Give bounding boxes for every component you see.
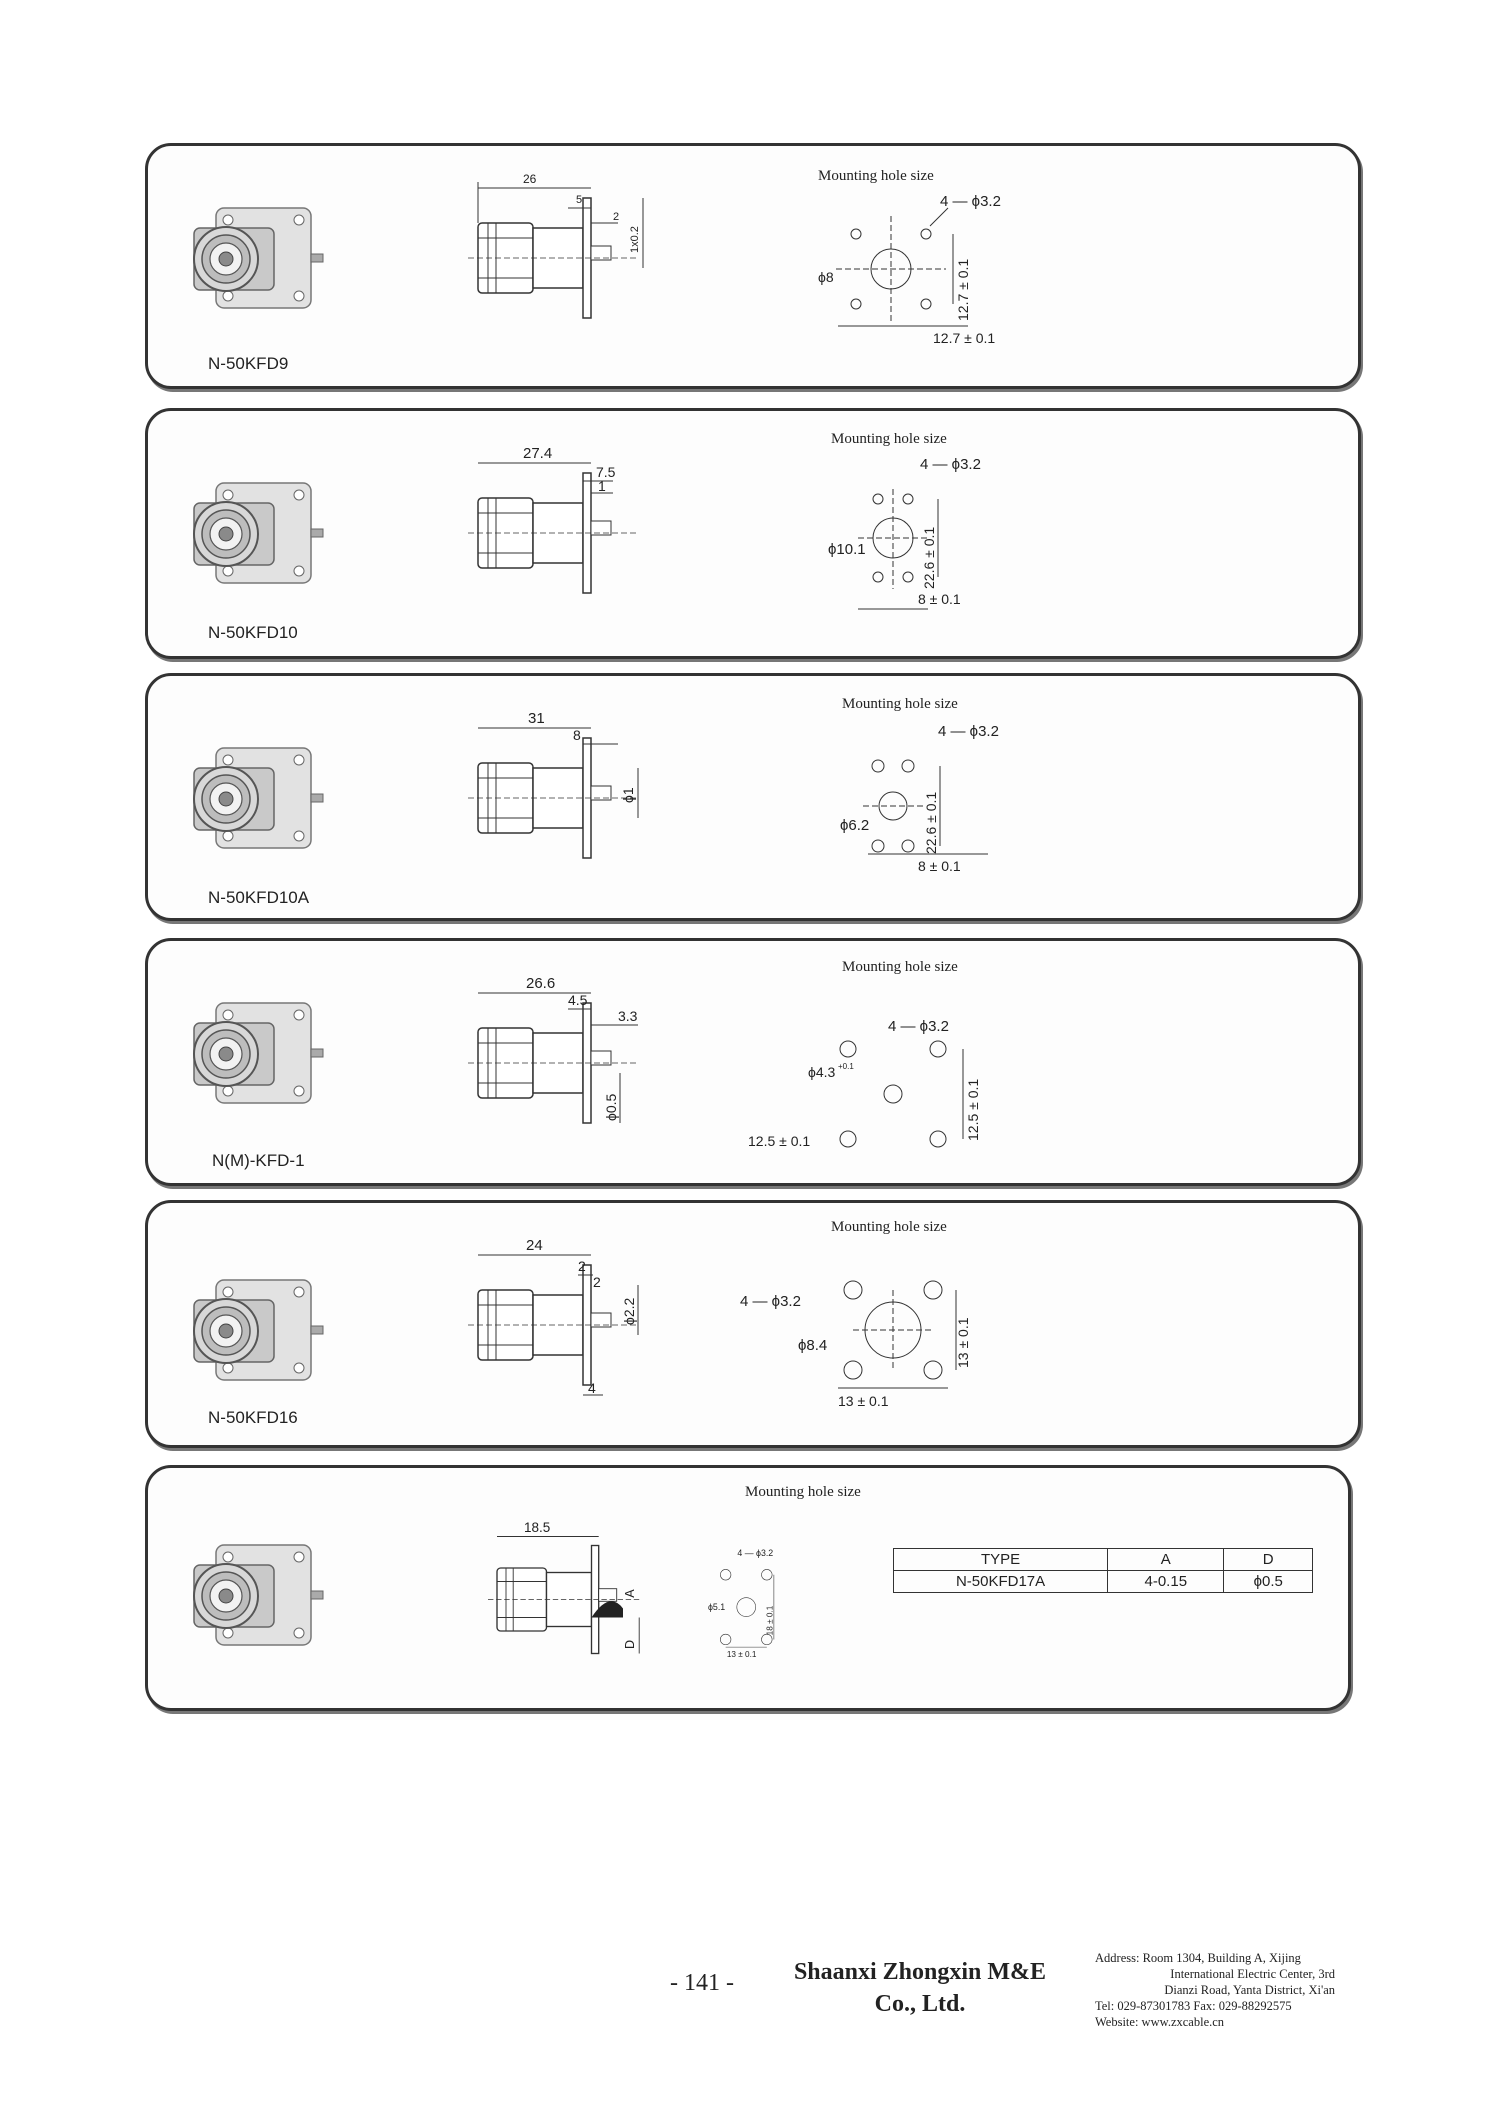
mounting-hole-diagram — [748, 981, 1088, 1181]
mounting-hole-title: Mounting hole size — [831, 1219, 947, 1235]
hole-count-label: 4 — ϕ3.2 — [938, 723, 999, 740]
address-line: Tel: 029-87301783 Fax: 029-88292575 — [1095, 1999, 1292, 2013]
dim-label: 26.6 — [526, 975, 556, 992]
h-spacing-label: 8 ± 0.1 — [918, 858, 961, 874]
dim-label: 2 — [578, 1258, 586, 1274]
type-table-header-row — [894, 1549, 1313, 1571]
type-table-row — [894, 1571, 1313, 1593]
address-line: Website: www.zxcable.cn — [1095, 2015, 1225, 2029]
center-hole-label: ϕ10.1 — [828, 541, 866, 558]
center-hole-label: ϕ8 — [818, 269, 834, 285]
mounting-hole-diagram — [728, 1238, 1068, 1438]
product-panel-n-m-kfd-1 — [145, 938, 1361, 1186]
hole-count-label: 4 — ϕ3.2 — [940, 193, 1001, 210]
dim-label: A — [622, 1589, 637, 1598]
mounting-hole-title: Mounting hole size — [842, 696, 958, 712]
dim-label: 4.5 — [568, 992, 588, 1008]
v-spacing-label: 13 ± 0.1 — [955, 1317, 971, 1368]
dim-label: 31 — [528, 710, 545, 727]
h-spacing-label: 13 ± 0.1 — [726, 1650, 757, 1660]
mounting-hole-diagram — [808, 186, 1148, 386]
type-table-cell: 4-0.15 — [1108, 1571, 1224, 1593]
h-spacing-label: 12.7 ± 0.1 — [933, 330, 996, 346]
product-name: N-50KFD16 — [208, 1408, 298, 1427]
v-spacing-label: 12.5 ± 0.1 — [965, 1078, 981, 1141]
type-table-header: A — [1108, 1549, 1224, 1571]
product-name: N-50KFD10A — [208, 888, 310, 907]
dim-label: ϕ2.2 — [621, 1297, 637, 1325]
center-hole-label: ϕ8.4 — [798, 1337, 828, 1354]
company-address — [1095, 1950, 1335, 2030]
h-spacing-label: 12.5 ± 0.1 — [748, 1133, 811, 1149]
product-panel-n-50kfd9 — [145, 143, 1361, 389]
connector-photo — [186, 1258, 326, 1398]
address-line: Address: Room 1304, Building A, Xijing — [1095, 1951, 1301, 1965]
mounting-hole-title: Mounting hole size — [745, 1484, 861, 1500]
dim-label: 2 — [613, 211, 620, 223]
company-name-line: Co., Ltd. — [874, 1991, 966, 2017]
connector-photo — [186, 726, 326, 866]
mounting-hole-title: Mounting hole size — [842, 959, 958, 975]
dim-label: 26 — [523, 172, 537, 186]
v-spacing-label: 12.7 ± 0.1 — [955, 258, 971, 321]
product-name: N-50KFD10 — [208, 623, 298, 642]
address-line: Dianzi Road, Yanta District, Xi'an — [1164, 1983, 1335, 1997]
mounting-hole-title: Mounting hole size — [818, 168, 934, 184]
company-name-line: Shaanxi Zhongxin M&E — [793, 1959, 1047, 1985]
center-hole-label: ϕ4.3 — [808, 1064, 836, 1080]
dim-label: 3.3 — [618, 1008, 638, 1024]
mounting-hole-diagram — [708, 1503, 908, 1703]
connector-photo — [186, 461, 326, 601]
product-panel-n-50kfd10a — [145, 673, 1361, 921]
side-view-drawing — [468, 698, 668, 888]
type-table-header: TYPE — [894, 1549, 1108, 1571]
company-name — [770, 1956, 1070, 2020]
hole-count-label: 4 — ϕ3.2 — [737, 1547, 774, 1558]
dim-label: ϕ0.5 — [603, 1093, 619, 1121]
center-hole-label: ϕ5.1 — [708, 1602, 726, 1613]
product-panel-n-50kfd16 — [145, 1200, 1361, 1448]
dim-label: 7.5 — [596, 464, 616, 480]
dim-label: 2 — [593, 1274, 601, 1290]
h-spacing-label: 8 ± 0.1 — [918, 591, 961, 607]
product-name: N(M)-KFD-1 — [212, 1151, 305, 1170]
hole-count-label: 4 — ϕ3.2 — [740, 1293, 801, 1310]
mounting-hole-diagram — [818, 449, 1158, 649]
type-table-header: D — [1224, 1549, 1313, 1571]
page-number: - 141 - — [670, 1970, 734, 1996]
product-name: N-50KFD9 — [208, 354, 289, 373]
dim-label: 1 — [598, 478, 606, 494]
dim-label: 8 — [573, 727, 581, 743]
type-table-cell: ϕ0.5 — [1224, 1571, 1313, 1593]
connector-photo — [186, 981, 326, 1121]
dim-label: 18.5 — [524, 1520, 551, 1535]
hole-count-label: 4 — ϕ3.2 — [920, 456, 981, 473]
connector-photo — [186, 186, 326, 326]
side-view-drawing — [468, 168, 668, 338]
type-table-cell: N-50KFD17A — [894, 1571, 1108, 1593]
address-line: International Electric Center, 3rd — [1170, 1967, 1335, 1981]
v-spacing-label: 22.6 ± 0.1 — [923, 791, 939, 854]
mounting-hole-title: Mounting hole size — [831, 431, 947, 447]
dim-label: 1x0.2 — [629, 226, 641, 253]
product-panel-n-50kfd17a — [145, 1465, 1351, 1711]
product-panel-n-50kfd10 — [145, 408, 1361, 659]
dim-label: 4 — [588, 1380, 596, 1396]
v-spacing-label: 22.6 ± 0.1 — [921, 526, 937, 589]
connector-photo — [186, 1523, 326, 1663]
side-view-drawing — [468, 433, 668, 623]
h-spacing-label: 13 ± 0.1 — [838, 1393, 889, 1409]
dim-label: D — [622, 1639, 637, 1649]
dim-label: 27.4 — [523, 445, 553, 462]
type-table — [893, 1548, 1313, 1593]
dim-label: 24 — [526, 1237, 543, 1254]
hole-count-label: 4 — ϕ3.2 — [888, 1018, 949, 1035]
side-view-drawing — [468, 963, 668, 1153]
side-view-drawing — [468, 1225, 668, 1415]
v-spacing-label: 18 ± 0.1 — [765, 1605, 775, 1636]
dim-label: 5 — [576, 194, 583, 206]
dim-label: ϕ1 — [620, 787, 636, 803]
center-hole-label: ϕ6.2 — [840, 817, 870, 834]
mounting-hole-diagram — [828, 714, 1168, 914]
center-hole-tolerance: +0.1 — [838, 1062, 854, 1071]
side-view-drawing — [488, 1510, 668, 1680]
